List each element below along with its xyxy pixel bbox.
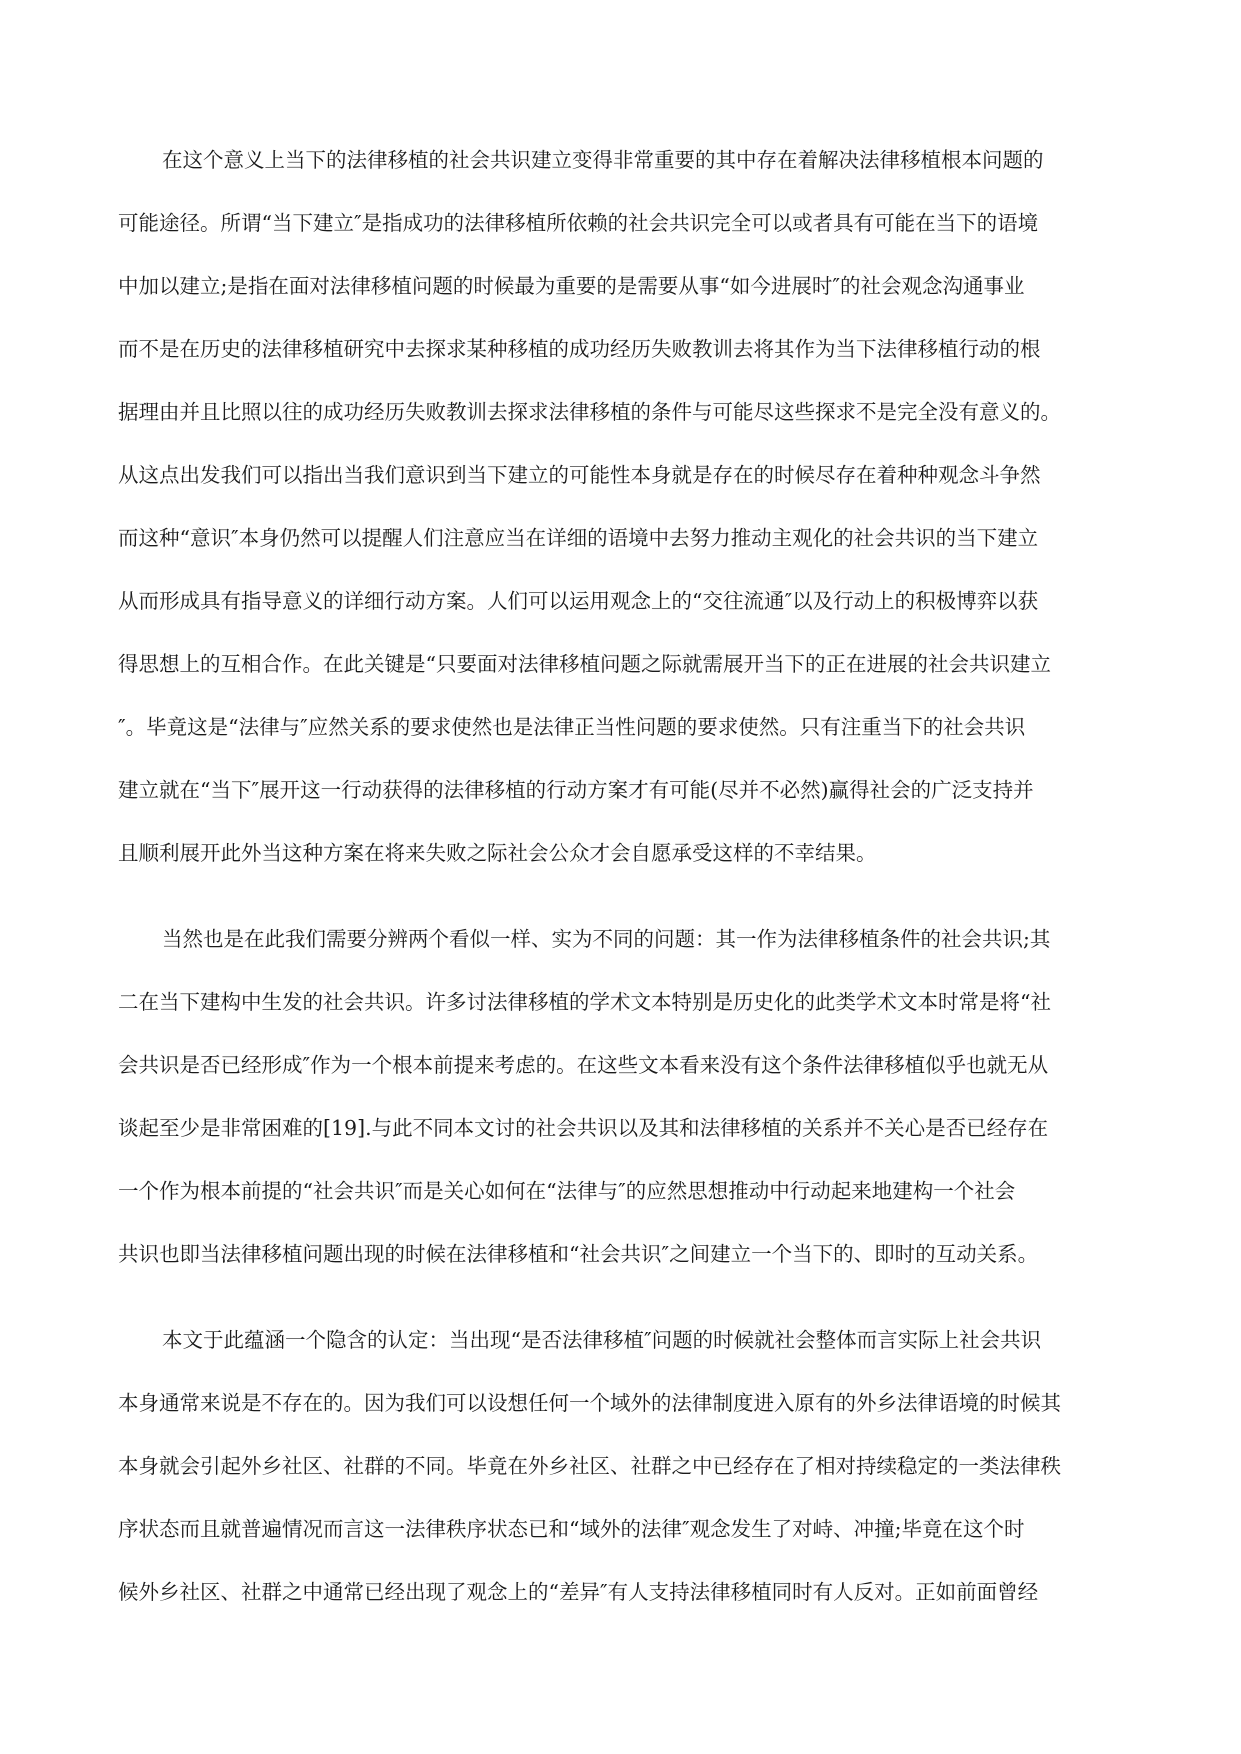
paragraph-2 [118, 908, 1118, 1286]
text-line: 共识也即当法律移植问题出现的时候在法律移植和“社会共识″之间建立一个当下的、即时的互动关系。 [118, 1242, 1039, 1266]
text-line: 从这点出发我们可以指出当我们意识到当下建立的可能性本身就是存在的时候尽存在着种种观念斗争然 [118, 463, 1041, 487]
text-line: 本身通常来说是不存在的。因为我们可以设想任何一个域外的法律制度进入原有的外乡法律语境的时候其 [118, 1391, 1061, 1415]
paragraph-3 [118, 1309, 1118, 1624]
paragraph-1 [118, 129, 1118, 885]
text-line: 可能途径。所谓“当下建立″是指成功的法律移植所依赖的社会共识完全可以或者具有可能在当下的语境 [118, 211, 1039, 235]
text-line: 会共识是否已经形成″作为一个根本前提来考虑的。在这些文本看来没有这个条件法律移植似乎也就无从 [118, 1053, 1049, 1077]
text-line: 谈起至少是非常困难的[19].与此不同本文讨的社会共识以及其和法律移植的关系并不关心是否已经存在 [118, 1116, 1049, 1140]
text-line: 候外乡社区、社群之中通常已经出现了观念上的“差异″有人支持法律移植同时有人反对。正如前面曾经 [118, 1580, 1039, 1604]
text-line: 在这个意义上当下的法律移植的社会共识建立变得非常重要的其中存在着解决法律移植根本问题的 [162, 148, 1044, 172]
text-line: 本身就会引起外乡社区、社群的不同。毕竟在外乡社区、社群之中已经存在了相对持续稳定的一类法律秩 [118, 1454, 1061, 1478]
text-line: 一个作为根本前提的“社会共识″而是关心如何在“法律与″的应然思想推动中行动起来地建构一个社会 [118, 1179, 1016, 1203]
text-line: 而不是在历史的法律移植研究中去探求某种移植的成功经历失败教训去将其作为当下法律移植行动的根 [118, 337, 1041, 361]
text-line: 中加以建立;是指在面对法律移植问题的时候最为重要的是需要从事“如今进展时″的社会观念沟通事业 [118, 274, 1025, 298]
text-line: 建立就在“当下″展开这一行动获得的法律移植的行动方案才有可能(尽并不必然)赢得社会的广泛支持并 [118, 778, 1034, 802]
text-line: 序状态而且就普遍情况而言这一法律秩序状态已和“域外的法律″观念发生了对峙、冲撞;毕竟在这个时 [118, 1517, 1025, 1541]
text-line: 二在当下建构中生发的社会共识。许多讨法律移植的学术文本特别是历史化的此类学术文本时常是将“社 [118, 990, 1051, 1014]
text-line: 且顺利展开此外当这种方案在将来失败之际社会公众才会自愿承受这样的不幸结果。 [118, 841, 877, 865]
text-line: 而这种“意识″本身仍然可以提醒人们注意应当在详细的语境中去努力推动主观化的社会共识的当下建立 [118, 526, 1039, 550]
text-line: 据理由并且比照以往的成功经历失败教训去探求法律移植的条件与可能尽这些探求不是完全没有意义的。 [118, 400, 1061, 424]
text-line: ″。毕竟这是“法律与″应然关系的要求使然也是法律正当性问题的要求使然。只有注重当下的社会共识 [118, 715, 1026, 739]
text-line: 得思想上的互相合作。在此关键是“只要面对法律移植问题之际就需展开当下的正在进展的社会共识建立 [118, 652, 1051, 676]
text-line: 当然也是在此我们需要分辨两个看似一样、实为不同的问题：其一作为法律移植条件的社会共识;其 [162, 927, 1051, 951]
text-line: 从而形成具有指导意义的详细行动方案。人们可以运用观念上的“交往流通″以及行动上的积极博弈以获 [118, 589, 1039, 613]
text-line: 本文于此蕴涵一个隐含的认定：当出现“是否法律移植″问题的时候就社会整体而言实际上社会共识 [162, 1328, 1042, 1352]
